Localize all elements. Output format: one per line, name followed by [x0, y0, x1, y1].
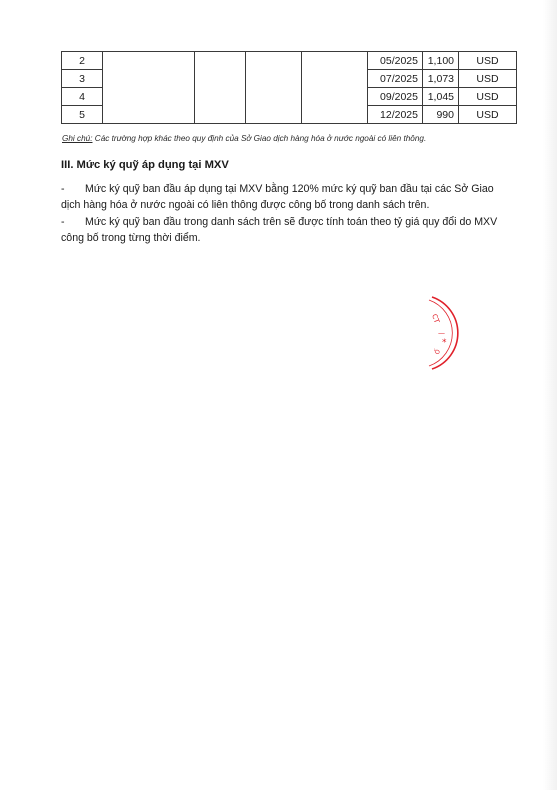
row-number: 4	[62, 88, 103, 106]
contract-month: 05/2025	[368, 52, 423, 70]
page-edge-shadow	[543, 0, 557, 790]
currency: USD	[459, 70, 517, 88]
table-row	[62, 52, 517, 70]
margin-value: 990	[423, 106, 459, 124]
margin-value: 1,100	[423, 52, 459, 70]
svg-text:Ố: Ố	[433, 348, 443, 356]
merged-cell	[195, 52, 246, 124]
row-number: 2	[62, 52, 103, 70]
bullet-dash: -	[61, 216, 65, 228]
currency: USD	[459, 106, 517, 124]
contract-month: 07/2025	[368, 70, 423, 88]
note-label: Ghi chú:	[62, 134, 93, 143]
bullet-dash: -	[61, 183, 65, 195]
currency: USD	[459, 52, 517, 70]
contract-month: 09/2025	[368, 88, 423, 106]
currency: USD	[459, 88, 517, 106]
row-number: 3	[62, 70, 103, 88]
svg-text:—: —	[438, 329, 445, 337]
company-seal-stamp	[420, 293, 460, 373]
section-title: III. Mức ký quỹ áp dụng tại MXV	[61, 159, 229, 171]
margin-table	[61, 51, 517, 124]
svg-text:*: *	[442, 338, 447, 348]
paragraph-1-line-2: dịch hàng hóa ở nước ngoài có liên thông được công bố trong danh sách trên.	[61, 199, 430, 211]
svg-text:CT: CT	[430, 312, 441, 325]
row-number: 5	[62, 106, 103, 124]
margin-value: 1,045	[423, 88, 459, 106]
paragraph-2-line-2: công bố trong từng thời điểm.	[61, 232, 201, 244]
note-text: Các trường hợp khác theo quy định của Sở Giao dịch hàng hóa ở nước ngoài có liên thông.	[92, 134, 427, 143]
table-note	[62, 134, 426, 143]
merged-cell	[103, 52, 195, 124]
contract-month: 12/2025	[368, 106, 423, 124]
paragraph-text: Mức ký quỹ ban đầu trong danh sách trên sẽ được tính toán theo tỷ giá quy đổi do MXV	[85, 216, 498, 228]
paragraph-2-line-1	[61, 214, 497, 231]
paragraph-text: Mức ký quỹ ban đầu áp dụng tại MXV bằng 120% mức ký quỹ ban đầu tại các Sở Giao	[85, 183, 494, 195]
merged-cell	[302, 52, 368, 124]
margin-value: 1,073	[423, 70, 459, 88]
merged-cell	[246, 52, 302, 124]
paragraph-1-line-1	[61, 181, 494, 198]
